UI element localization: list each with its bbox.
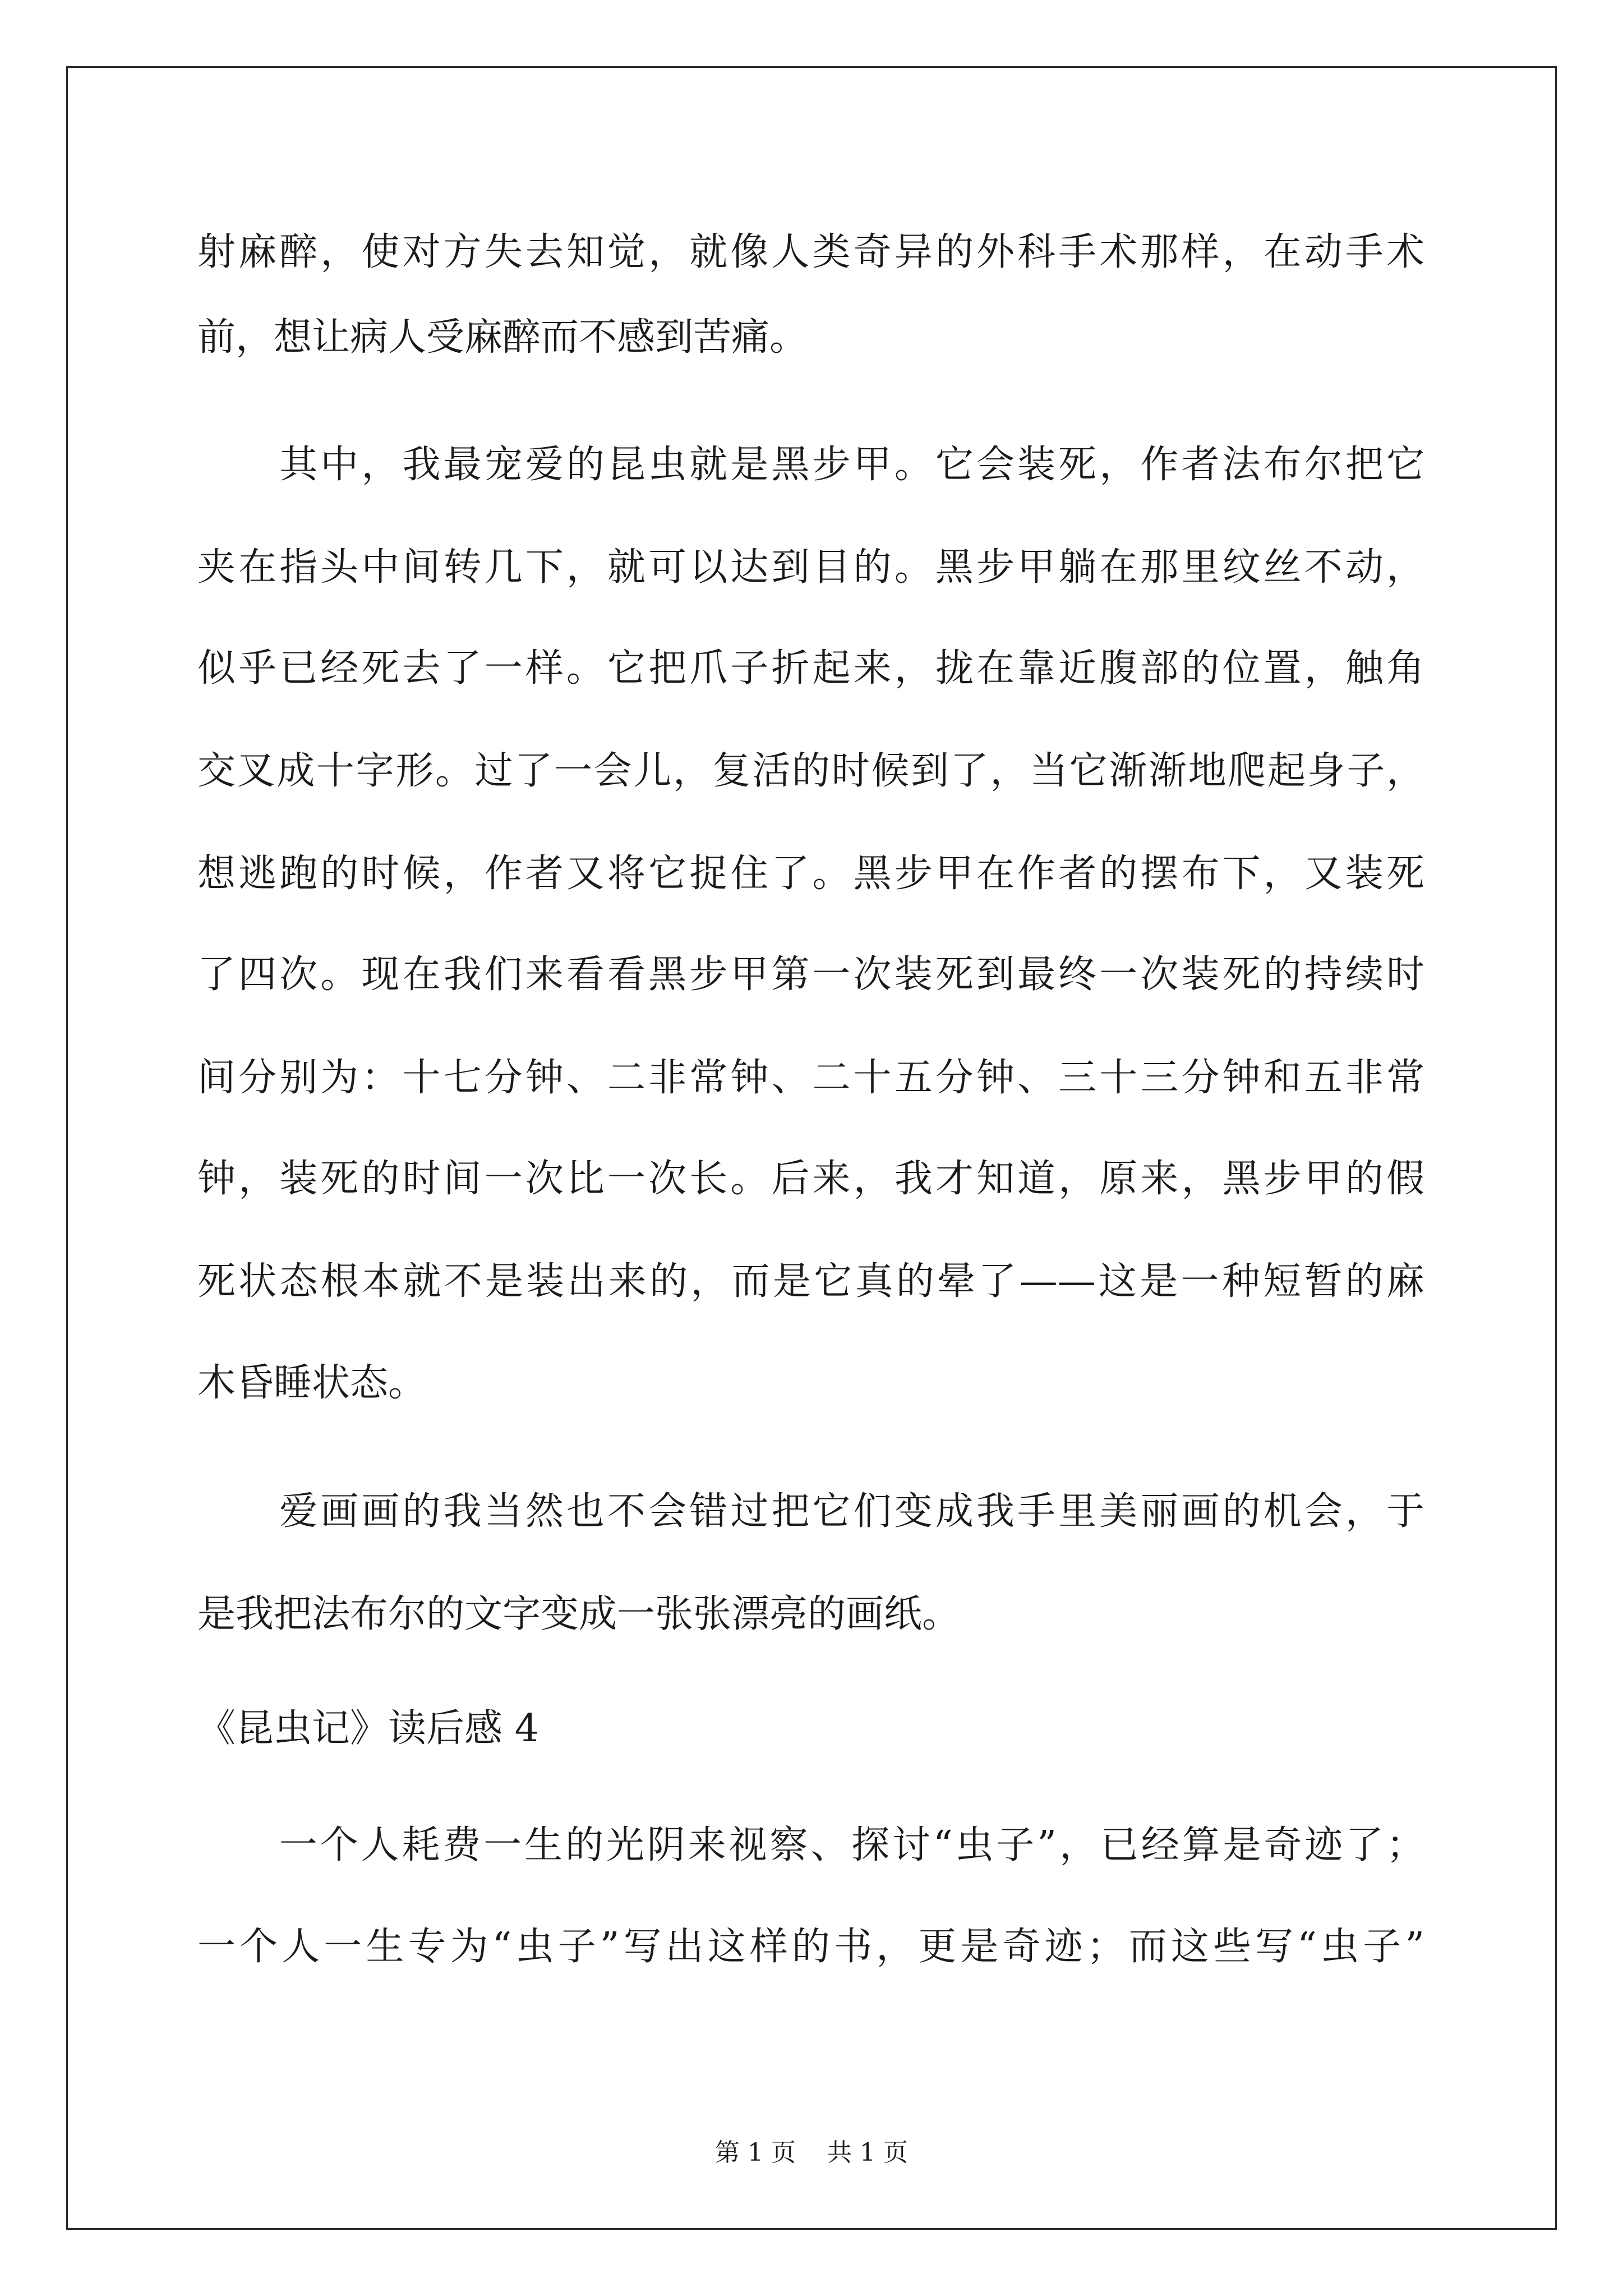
body-line-9: 间分别为：十七分钟、二非常钟、二十五分钟、三十三分钟和五非常 <box>197 1056 1424 1100</box>
body-line-5: 似乎已经死去了一样。它把爪子折起来，拢在靠近腹部的位置，触角 <box>197 646 1424 691</box>
body-line-8: 了四次。现在我们来看看黑步甲第一次装死到最终一次装死的持续时 <box>197 953 1424 997</box>
body-line-16: 一个人一生专为“虫子”写出这样的书，更是奇迹；而这些写“虫子” <box>197 1925 1424 1969</box>
body-line-2: 前，想让病人受麻醉而不感到苦痛。 <box>197 315 808 360</box>
body-line-12: 木昏睡状态。 <box>197 1361 427 1405</box>
page-border <box>66 66 1557 2230</box>
body-line-3: 其中，我最宠爱的昆虫就是黑步甲。它会装死，作者法布尔把它 <box>197 443 1424 487</box>
body-line-10: 钟，装死的时间一次比一次长。后来，我才知道，原来，黑步甲的假 <box>197 1157 1424 1201</box>
page-footer <box>0 2136 1623 2170</box>
page-total: 共 1 页 <box>827 2138 908 2167</box>
body-line-4: 夹在指头中间转几下，就可以达到目的。黑步甲躺在那里纹丝不动， <box>197 545 1424 590</box>
body-line-6: 交叉成十字形。过了一会儿，复活的时候到了，当它渐渐地爬起身子， <box>197 749 1424 793</box>
page-number: 第 1 页 <box>715 2138 796 2167</box>
body-line-15: 一个人耗费一生的光阴来视察、探讨“虫子”，已经算是奇迹了； <box>197 1823 1424 1867</box>
body-line-7: 想逃跑的时候，作者又将它捉住了。黑步甲在作者的摆布下，又装死 <box>197 852 1424 896</box>
body-line-11: 死状态根本就不是装出来的，而是它真的晕了——这是一种短暂的麻 <box>197 1259 1424 1304</box>
body-line-1: 射麻醉，使对方失去知觉，就像人类奇异的外科手术那样，在动手术 <box>197 230 1424 274</box>
body-line-14: 是我把法布尔的文字变成一张张漂亮的画纸。 <box>197 1592 961 1636</box>
body-line-13: 爱画画的我当然也不会错过把它们变成我手里美丽画的机会，于 <box>197 1489 1424 1534</box>
section-heading: 《昆虫记》读后感 4 <box>197 1706 539 1751</box>
